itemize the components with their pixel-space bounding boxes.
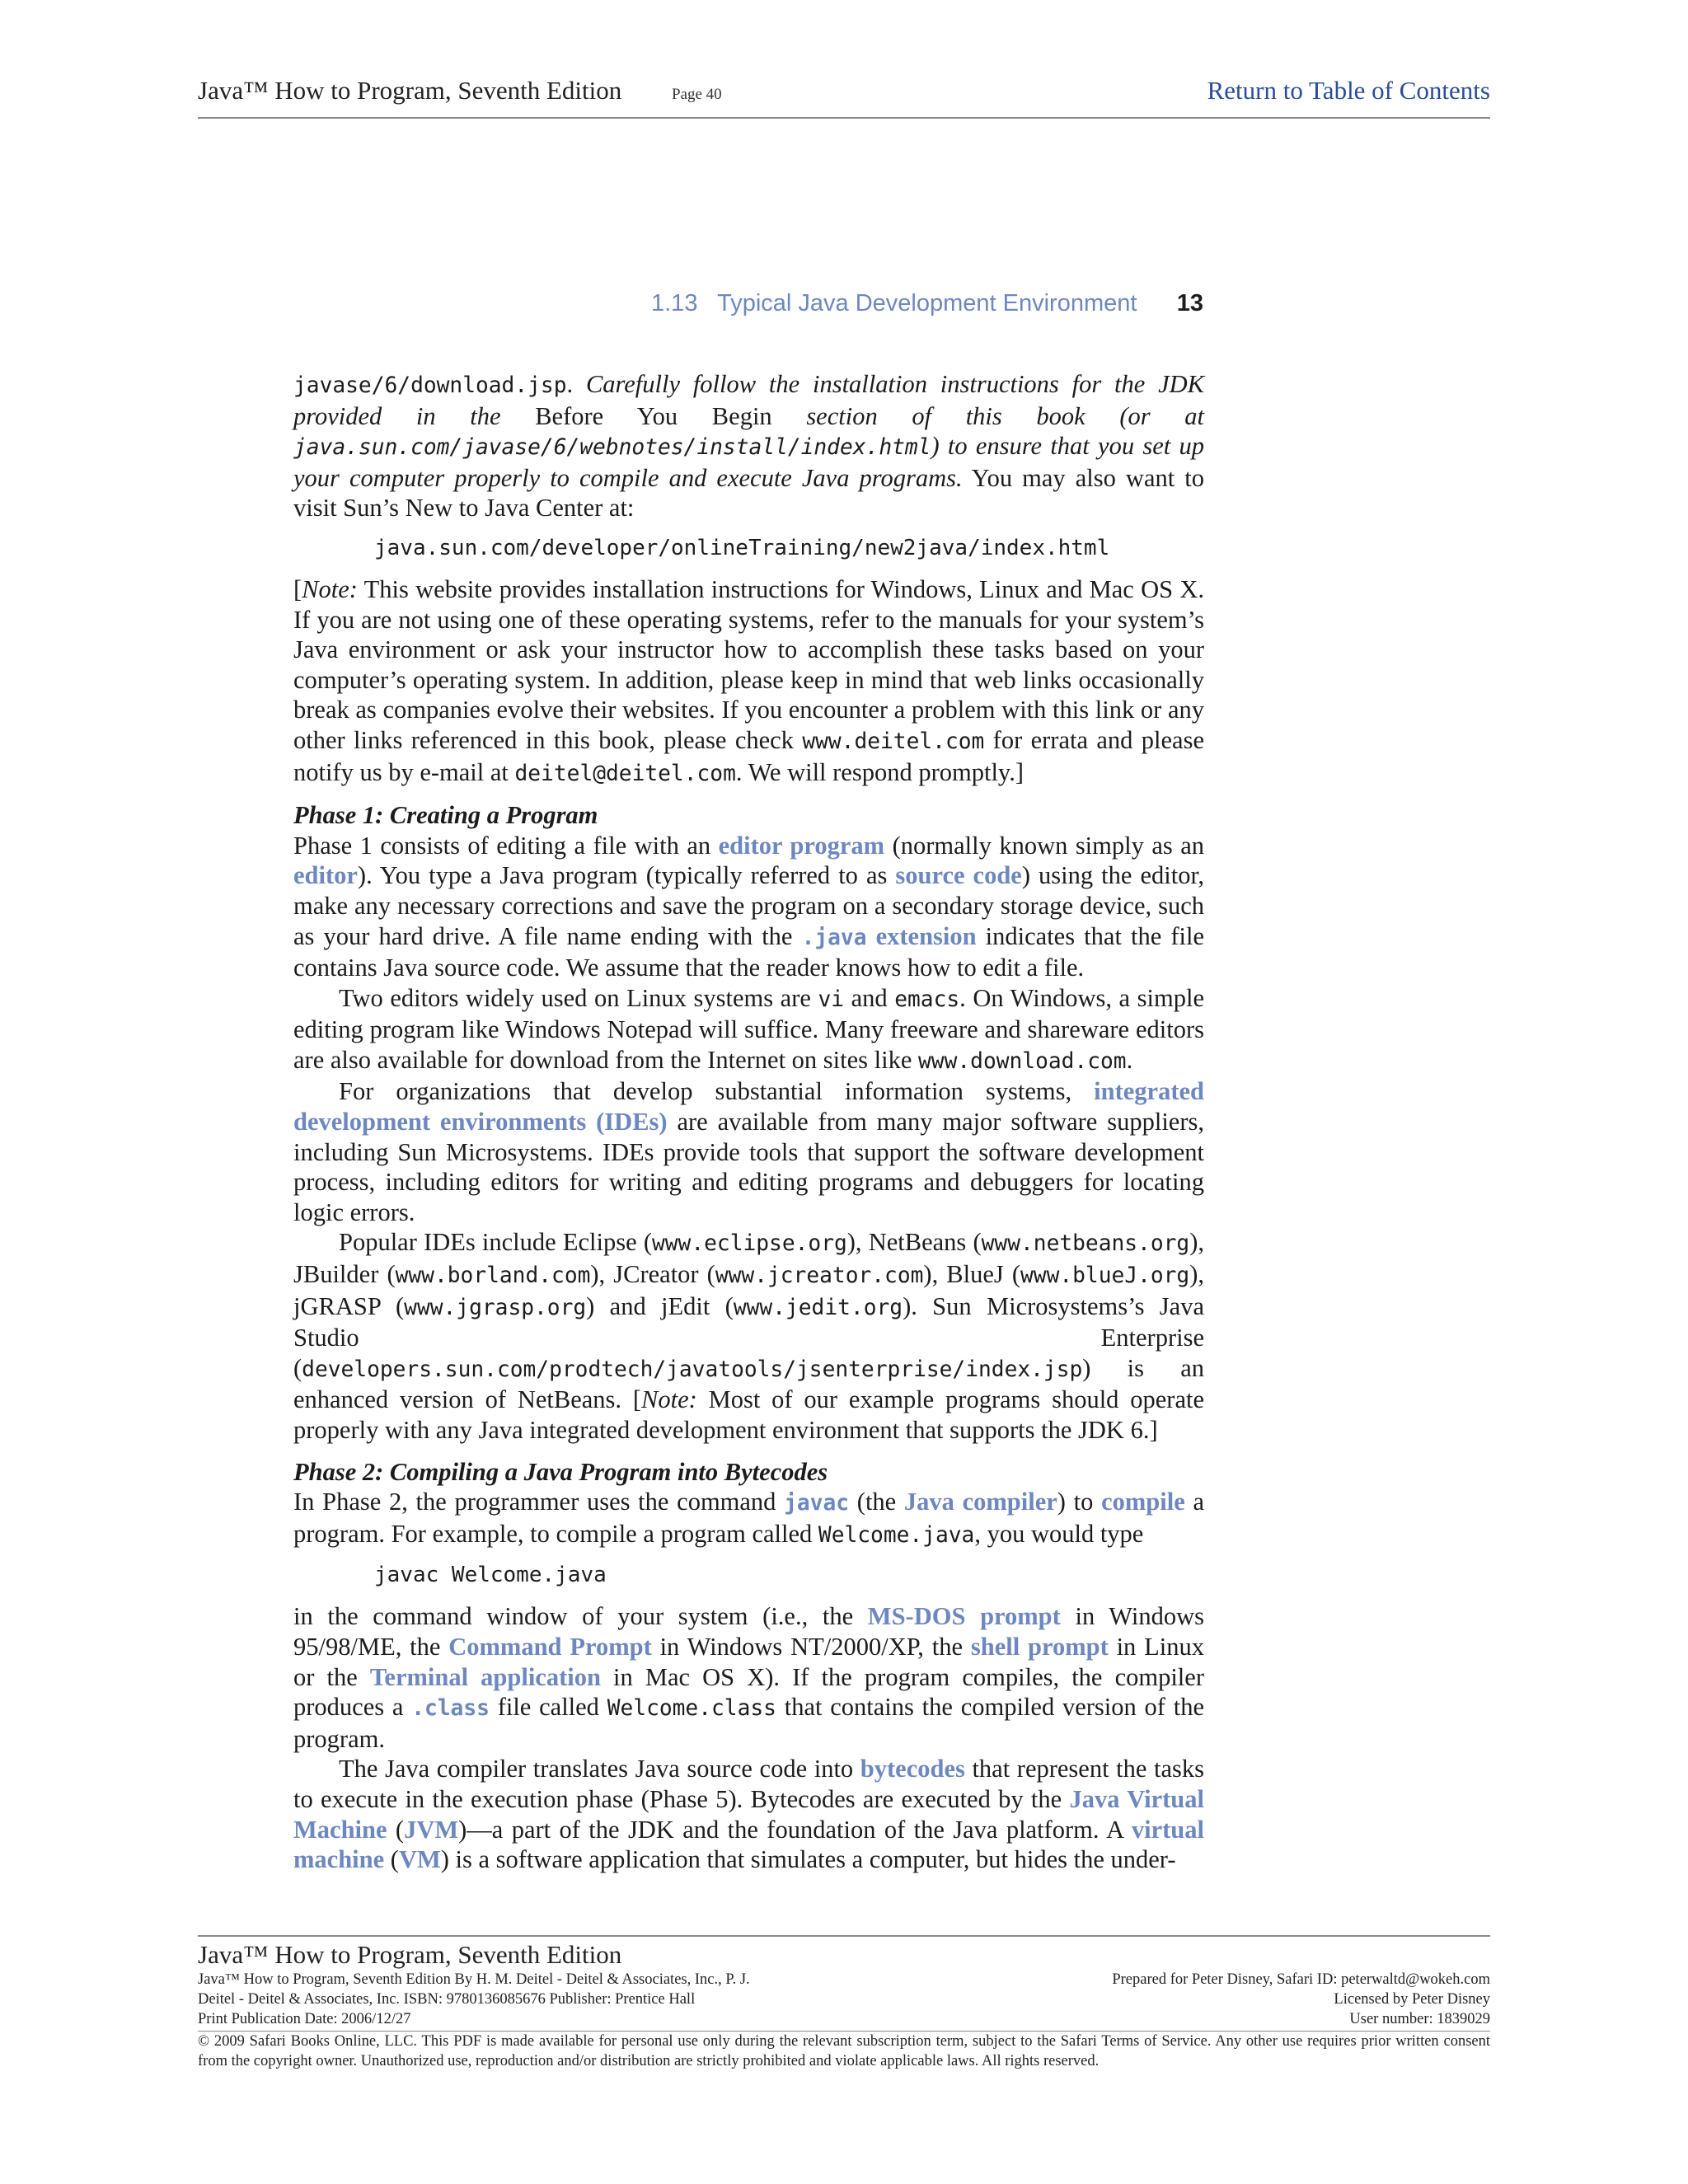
term: virtual machine: [293, 1815, 1204, 1874]
page-label: Page 40: [672, 86, 722, 103]
paragraph: Two editors widely used on Linux systems are vi and emacs. On Windows, a simple editing program like Windows Notepad will suffice. Many freeware and shareware editors are also available for download from the Internet on sites like www.download.com.: [293, 983, 1204, 1074]
footer-row: Java™ How to Program, Seventh Edition By H. M. Deitel - Deitel & Associates, Inc., P. J. Prepared for Peter Disney, Safari ID: peterwaltd@wokeh.com: [198, 1971, 1490, 1988]
page-header: [198, 76, 1490, 119]
code-line: java.sun.com/developer/onlineTraining/new2java/index.html: [374, 535, 1110, 560]
term-code: .java: [801, 925, 867, 950]
paragraph: Phase 1 consists of editing a file with an editor program (normally known simply as an editor). You type a Java program (typically referred to as source code) using the editor, make any necessary corrections and save the program on a secondary storage device, such as your hard drive. A file name ending with the .java extension indicates that the file contains Java source code. We assume that the reader knows how to edit a file.: [293, 831, 1205, 982]
paragraph: in the command window of your system (i.e., the MS-DOS prompt in Windows 95/98/ME, the Command Prompt in Windows NT/2000/XP, the shell prompt in Linux or the Terminal application in Mac OS X). If the program compiles, the compiler produces a .class file called Welcome.class that contains the compiled version of the program.: [293, 1602, 1204, 1753]
link-deitel: www.deitel.com: [802, 729, 985, 754]
term: Java Virtual Machine: [293, 1784, 1204, 1844]
paragraph: Popular IDEs include Eclipse (www.eclipse.org), NetBeans (www.netbeans.org), JBuilder (www.borland.com), JCreator (www.jcreator.com), BlueJ (www.blueJ.org), jGRASP (www.jgrasp.org) and jEdit (www.jedit.org). Sun Microsystems’s Java Studio Enterprise (developers.sun.com/prodtech/javatools/jsenterprise/index.jsp) is an enhanced version of NetBeans. [Note: Most of our example programs should operate properly with any Java integrated development environment that supports the JDK 6.]: [293, 1228, 1205, 1444]
term: Java compiler: [903, 1488, 1057, 1516]
footer-row: Print Publication Date: 2006/12/27 User number: 1839029: [198, 2011, 1490, 2027]
term: Command Prompt: [448, 1632, 652, 1661]
term-code: javac: [784, 1491, 850, 1516]
section-heading: Phase 2: Compiling a Java Program into Bytecodes: [293, 1457, 828, 1486]
page-body: [293, 369, 1204, 1875]
footer-row: Deitel - Deitel & Associates, Inc. ISBN: 9780136085676 Publisher: Prentice Hall Licensed by Peter Disney: [198, 1991, 1490, 2008]
paragraph: javase/6/download.jsp. Carefully follow the installation instructions for the JDK provided in the Before You Begin section of this book (or at java.sun.com/javase/6/webnotes/install/index.html) to ensure that you set up your computer properly to compile and execute Java programs. You may also want to visit Sun’s New to Java Center at:: [293, 370, 1204, 523]
copyright-notice: © 2009 Safari Books Online, LLC. This PDF is made available for personal use only during the relevant subscription term, subject to the Safari Terms of Service. Any other use requires prior written consent from the copyright owner. Unauthorized use, reproduction and/or distribution are strictly prohibited and violate applicable laws. All rights reserved.: [198, 2031, 1490, 2071]
term: editor: [293, 861, 358, 890]
email-deitel: deitel@deitel.com: [514, 761, 736, 786]
toc-link[interactable]: Return to Table of Contents: [1207, 76, 1490, 105]
paragraph: In Phase 2, the programmer uses the command javac (the Java compiler) to compile a program. For example, to compile a program called Welcome.java, you would type: [293, 1488, 1204, 1548]
footer-title: Java™ How to Program, Seventh Edition: [198, 1940, 622, 1969]
term: Terminal application: [369, 1662, 601, 1691]
book-title: Java™ How to Program, Seventh Edition: [198, 76, 622, 105]
running-head: [651, 290, 1203, 323]
paragraph: For organizations that develop substantial information systems, integrated development environments (IDEs) are available from many major software suppliers, including Sun Microsystems. IDEs provide tools that support the software development process, including editors for writing and editing programs and debuggers for locating logic errors.: [293, 1077, 1204, 1226]
term: integrated development environments (IDEs): [293, 1077, 1204, 1137]
term: compile: [1101, 1488, 1185, 1516]
term: source code: [895, 861, 1022, 890]
code-line: javac Welcome.java: [374, 1563, 607, 1588]
term-code: .class: [411, 1696, 490, 1722]
term: shell prompt: [970, 1632, 1109, 1661]
page-footer: [198, 1935, 1490, 2071]
section-title: 1.13 Typical Java Development Environment: [651, 290, 1137, 316]
term: bytecodes: [860, 1755, 965, 1783]
term: JVM: [404, 1815, 459, 1844]
section-heading: Phase 1: Creating a Program: [293, 801, 598, 830]
term: extension: [866, 921, 977, 950]
note-paragraph: [Note: This website provides installation instructions for Windows, Linux and Mac OS X. If you are not using one of these operating systems, refer to the manuals for your system’s Java environment or ask your instructor how to accomplish these tasks based on your computer’s operating system. In addition, please keep in mind that web links occasionally break as companies evolve their websites. If you encounter a problem with this link or any other links referenced in this book, please check www.deitel.com for errata and please notify us by e-mail at deitel@deitel.com. We will respond promptly.]: [293, 574, 1204, 786]
term: editor program: [718, 831, 885, 860]
term: VM: [398, 1845, 441, 1874]
book-page-number: 13: [1176, 290, 1203, 316]
term: MS-DOS prompt: [867, 1602, 1061, 1631]
paragraph: The Java compiler translates Java source code into bytecodes that represent the tasks to execute in the execution phase (Phase 5). Bytecodes are executed by the Java Virtual Machine (JVM)—a part of the JDK and the foundation of the Java platform. A virtual machine (VM) is a software application that simulates a computer, but hides the under-: [293, 1755, 1205, 1874]
